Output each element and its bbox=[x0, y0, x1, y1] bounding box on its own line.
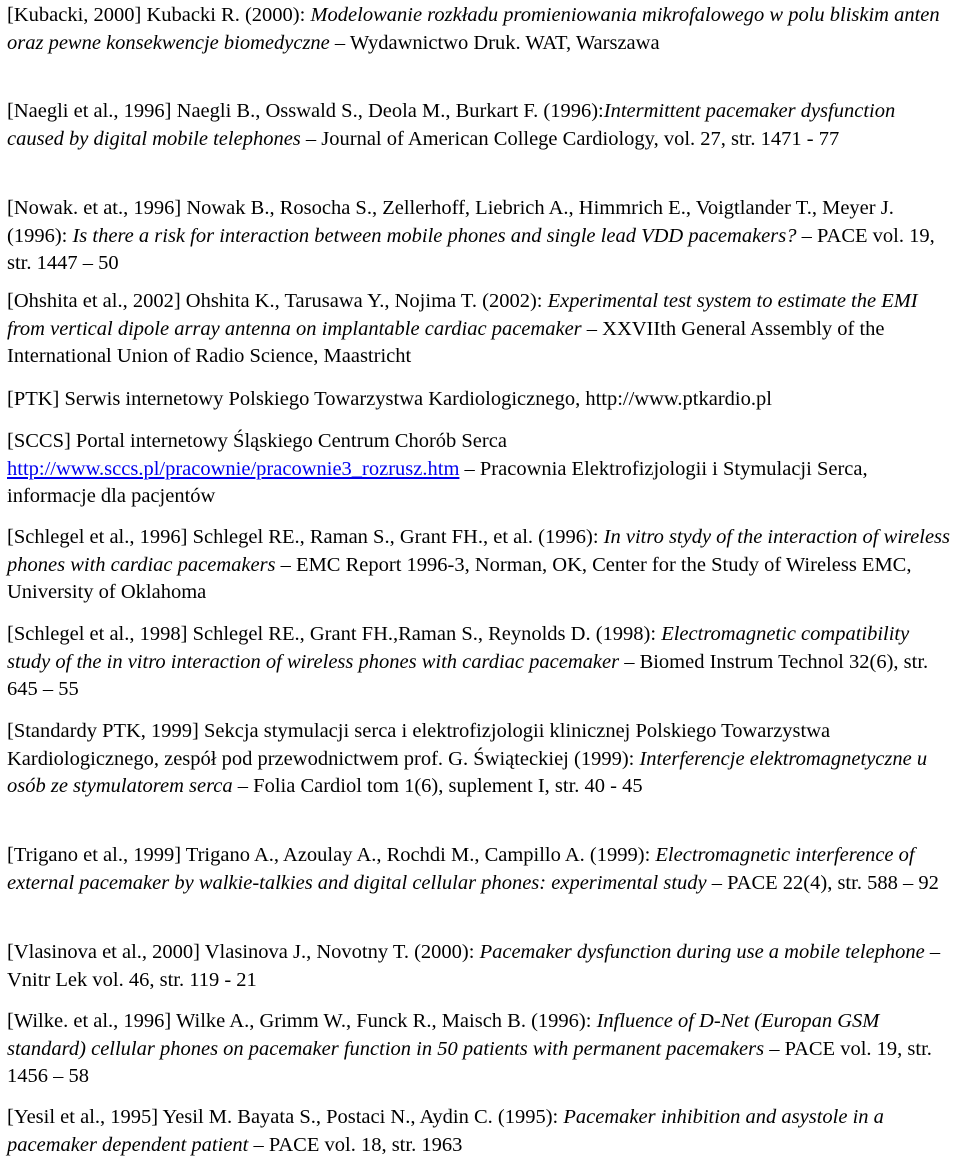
reference-title: Electromagnetic interference of external pacemaker by walkie-talkies and digital cellular phones: experimental study bbox=[7, 844, 915, 894]
reference-text: [SCCS] Portal internetowy Śląskiego Centrum Chorób Serca bbox=[7, 430, 507, 452]
reference-title: Pacemaker dysfunction during use a mobile telephone bbox=[479, 941, 925, 963]
reference-nowak-1996 bbox=[7, 195, 955, 278]
reference-text: – Journal of American College Cardiology, vol. 27, str. 1471 - 77 bbox=[300, 127, 840, 150]
reference-title: In vitro stydy of the interaction of wireless phones with cardiac pacemakers bbox=[7, 526, 951, 576]
reference-kubacki-2000 bbox=[7, 2, 955, 57]
reference-text: [Nowak. et at., 1996] Nowak B., Rosocha S., Zellerhoff, Liebrich A., Himmrich E., Voigtlander T., Meyer J. (1996): bbox=[7, 197, 894, 247]
reference-title: Experimental test system to estimate the EMI from vertical dipole array antenna on implantable cardiac pacemaker bbox=[7, 290, 918, 340]
reference-naegli-1996 bbox=[7, 98, 955, 153]
reference-title: Pacemaker inhibition and asystole in a pacemaker dependent patient bbox=[7, 1106, 884, 1156]
reference-text: – Pracownia Elektrofizjologii i Stymulacji Serca, informacje dla pacjentów bbox=[7, 457, 868, 507]
reference-text: – PACE vol. 19, str. 1447 – 50 bbox=[7, 224, 935, 274]
reference-text: [Wilke. et al., 1996] Wilke A., Grimm W., Funck R., Maisch B. (1996): bbox=[7, 1010, 597, 1032]
reference-text: – Vnitr Lek vol. 46, str. 119 - 21 bbox=[7, 941, 941, 991]
reference-text: [PTK] Serwis internetowy Polskiego Towarzystwa Kardiologicznego, http://www.ptkardio.pl bbox=[7, 388, 772, 410]
reference-sccs bbox=[7, 428, 955, 511]
reference-ptk bbox=[7, 386, 955, 414]
reference-text: – Biomed Instrum Technol 32(6), str. 645 – 55 bbox=[7, 650, 929, 700]
reference-wilke-1996 bbox=[7, 1008, 955, 1091]
reference-title: Modelowanie rozkładu promieniowania mikrofalowego w polu bliskim anten oraz pewne konsekwencje biomedyczne bbox=[7, 4, 940, 54]
reference-schlegel-1996 bbox=[7, 524, 955, 607]
reference-text: – PACE vol. 19, str. 1456 – 58 bbox=[7, 1037, 932, 1087]
reference-text: [Kubacki, 2000] Kubacki R. (2000): bbox=[7, 4, 311, 26]
reference-vlasinova-2000 bbox=[7, 939, 955, 994]
reference-yesil-1995 bbox=[7, 1104, 955, 1159]
reference-text: – XXVIIth General Assembly of the International Union of Radio Science, Maastricht bbox=[7, 317, 885, 367]
reference-text: [Vlasinova et al., 2000] Vlasinova J., Novotny T. (2000): bbox=[7, 941, 480, 963]
reference-title: Electromagnetic compatibility study of the in vitro interaction of wireless phones with cardiac pacemaker bbox=[7, 623, 910, 673]
reference-text: [Naegli et al., 1996] Naegli B., Osswald S., Deola M., Burkart F. (1996): bbox=[7, 100, 604, 122]
reference-link[interactable]: http://www.sccs.pl/pracownie/pracownie3_rozrusz.htm bbox=[7, 457, 460, 480]
reference-text: [Standardy PTK, 1999] Sekcja stymulacji serca i elektrofizjologii klinicznej Polskiego Towarzystwa Kardiologicznego, zespół pod przewodnictwem prof. G. Świąteckiej (1999): bbox=[7, 720, 831, 770]
reference-text: [Trigano et al., 1999] Trigano A., Azoulay A., Rochdi M., Campillo A. (1999): bbox=[7, 844, 656, 866]
reference-text: – Folia Cardiol tom 1(6), suplement I, str. 40 - 45 bbox=[232, 775, 643, 797]
reference-standardy-ptk-1999 bbox=[7, 718, 955, 801]
reference-title: Is there a risk for interaction between mobile phones and single lead VDD pacemakers? bbox=[72, 224, 797, 247]
reference-title: Influence of D-Net (Europan GSM standard) cellular phones on pacemaker function in 50 patients with permanent pacemakers bbox=[7, 1010, 880, 1060]
reference-text: [Schlegel et al., 1998] Schlegel RE., Grant FH.,Raman S., Reynolds D. (1998): bbox=[7, 623, 662, 645]
reference-title: Intermittent pacemaker dysfunction caused by digital mobile telephones bbox=[7, 100, 896, 150]
reference-schlegel-1998 bbox=[7, 621, 955, 704]
reference-text: – Wydawnictwo Druk. WAT, Warszawa bbox=[329, 31, 660, 54]
reference-text: [Yesil et al., 1995] Yesil M. Bayata S., Postaci N., Aydin C. (1995): bbox=[7, 1106, 564, 1128]
reference-text: [Schlegel et al., 1996] Schlegel RE., Raman S., Grant FH., et al. (1996): bbox=[7, 526, 604, 548]
reference-ohshita-2002 bbox=[7, 288, 955, 371]
reference-text: – PACE 22(4), str. 588 – 92 bbox=[706, 871, 939, 894]
reference-text: – PACE vol. 18, str. 1963 bbox=[248, 1133, 463, 1156]
reference-trigano-1999 bbox=[7, 842, 955, 897]
reference-text: – EMC Report 1996-3, Norman, OK, Center for the Study of Wireless EMC, University of Oklahoma bbox=[7, 553, 912, 603]
reference-text: [Ohshita et al., 2002] Ohshita K., Tarusawa Y., Nojima T. (2002): bbox=[7, 290, 548, 312]
reference-title: Interferencje elektromagnetyczne u osób ze stymulatorem serca bbox=[7, 747, 928, 797]
